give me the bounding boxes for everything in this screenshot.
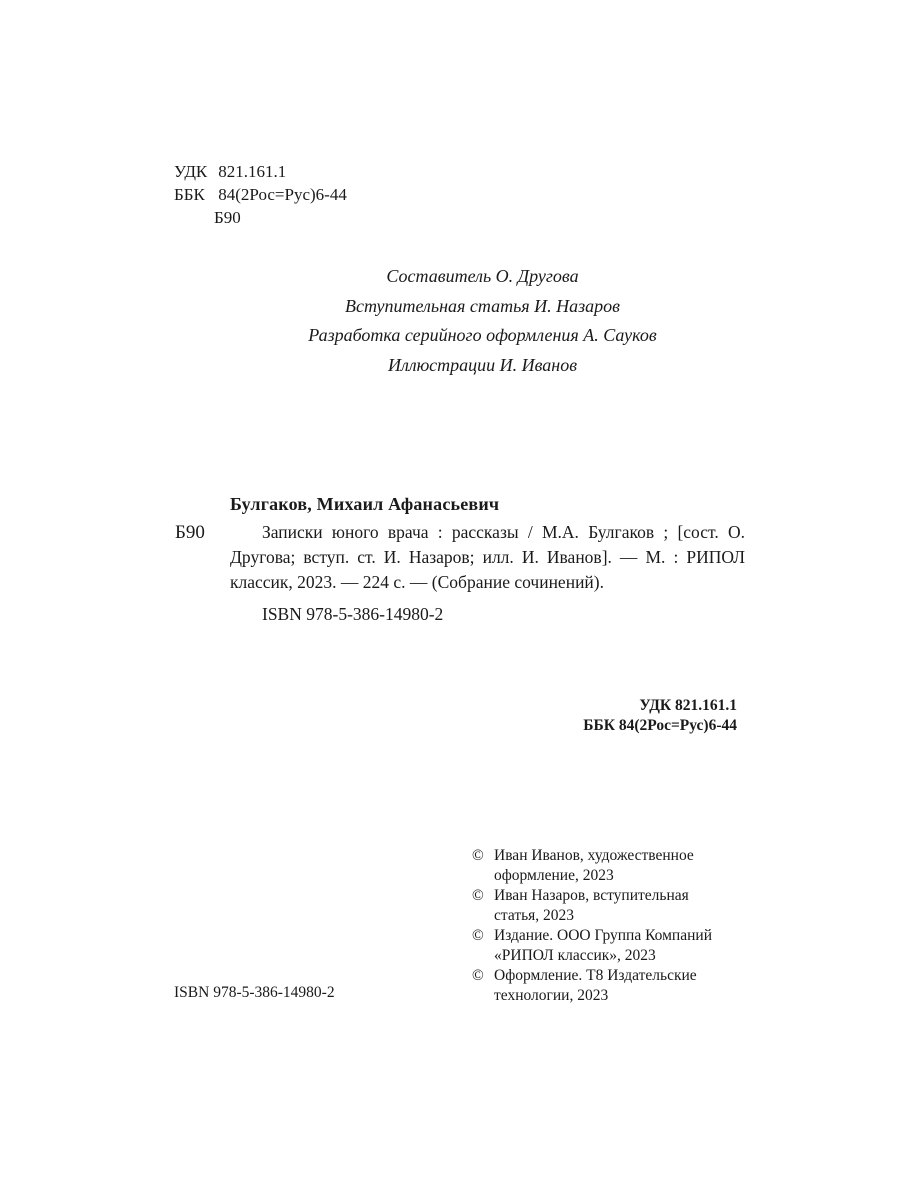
bbk-value: 84(2Рос=Рус)6-44 [218,185,347,204]
udk-label: УДК [174,162,208,181]
copyright-line: Иван Иванов, художественное [494,847,694,864]
credit-series-design: Разработка серийного оформления А. Сауков [308,325,657,345]
book-author: Булгаков, Михаил Афанасьевич [230,494,500,514]
bbk-right: ББК 84(2Рос=Рус)6-44 [583,717,737,734]
bbk-row [174,183,347,206]
classification-block-right [520,696,737,736]
bibliographic-description: Записки юного врача : рассказы / М.А. Булгаков ; [сост. О. Другова; вступ. ст. И. Назаров; илл. И. Иванов]. — М. : РИПОЛ классик, 2023. — 224 с. — (Собрание сочинений). [230,522,745,592]
copyright-item [472,966,772,1006]
copyright-item [472,846,772,886]
copyright-symbol: © [472,967,484,984]
copyright-line: Оформление. Т8 Издательские [494,967,697,984]
classification-block-top [174,160,347,229]
credit-illustrations: Иллюстрации И. Иванов [387,354,578,375]
udk-value: 821.161.1 [218,162,287,181]
copyright-line: Издание. ООО Группа Компаний [494,927,712,944]
credit-intro-article: Вступительная статья И. Назаров [344,295,620,316]
bbk-label: ББК [174,185,205,204]
copyright-line: оформление, 2023 [494,867,614,884]
shelf-code: Б90 [175,522,205,543]
copyright-line: Иван Назаров, вступительная [494,887,689,904]
copyright-symbol: © [472,927,484,944]
credits-block [200,262,765,380]
copyright-block [472,846,772,1006]
isbn-main: ISBN 978-5-386-14980-2 [262,604,444,624]
copyright-symbol: © [472,847,484,864]
copyright-item [472,926,772,966]
udk-right: УДК 821.161.1 [639,697,737,714]
copyright-line: технологии, 2023 [494,987,609,1004]
author-mark: Б90 [214,208,241,227]
isbn-bottom: ISBN 978-5-386-14980-2 [174,984,335,1001]
copyright-item [472,886,772,926]
copyright-line: статья, 2023 [494,907,575,924]
copyright-symbol: © [472,887,484,904]
credit-compiler: Составитель О. Другова [386,266,579,286]
copyright-line: «РИПОЛ классик», 2023 [494,947,656,964]
udk-row [174,160,347,183]
